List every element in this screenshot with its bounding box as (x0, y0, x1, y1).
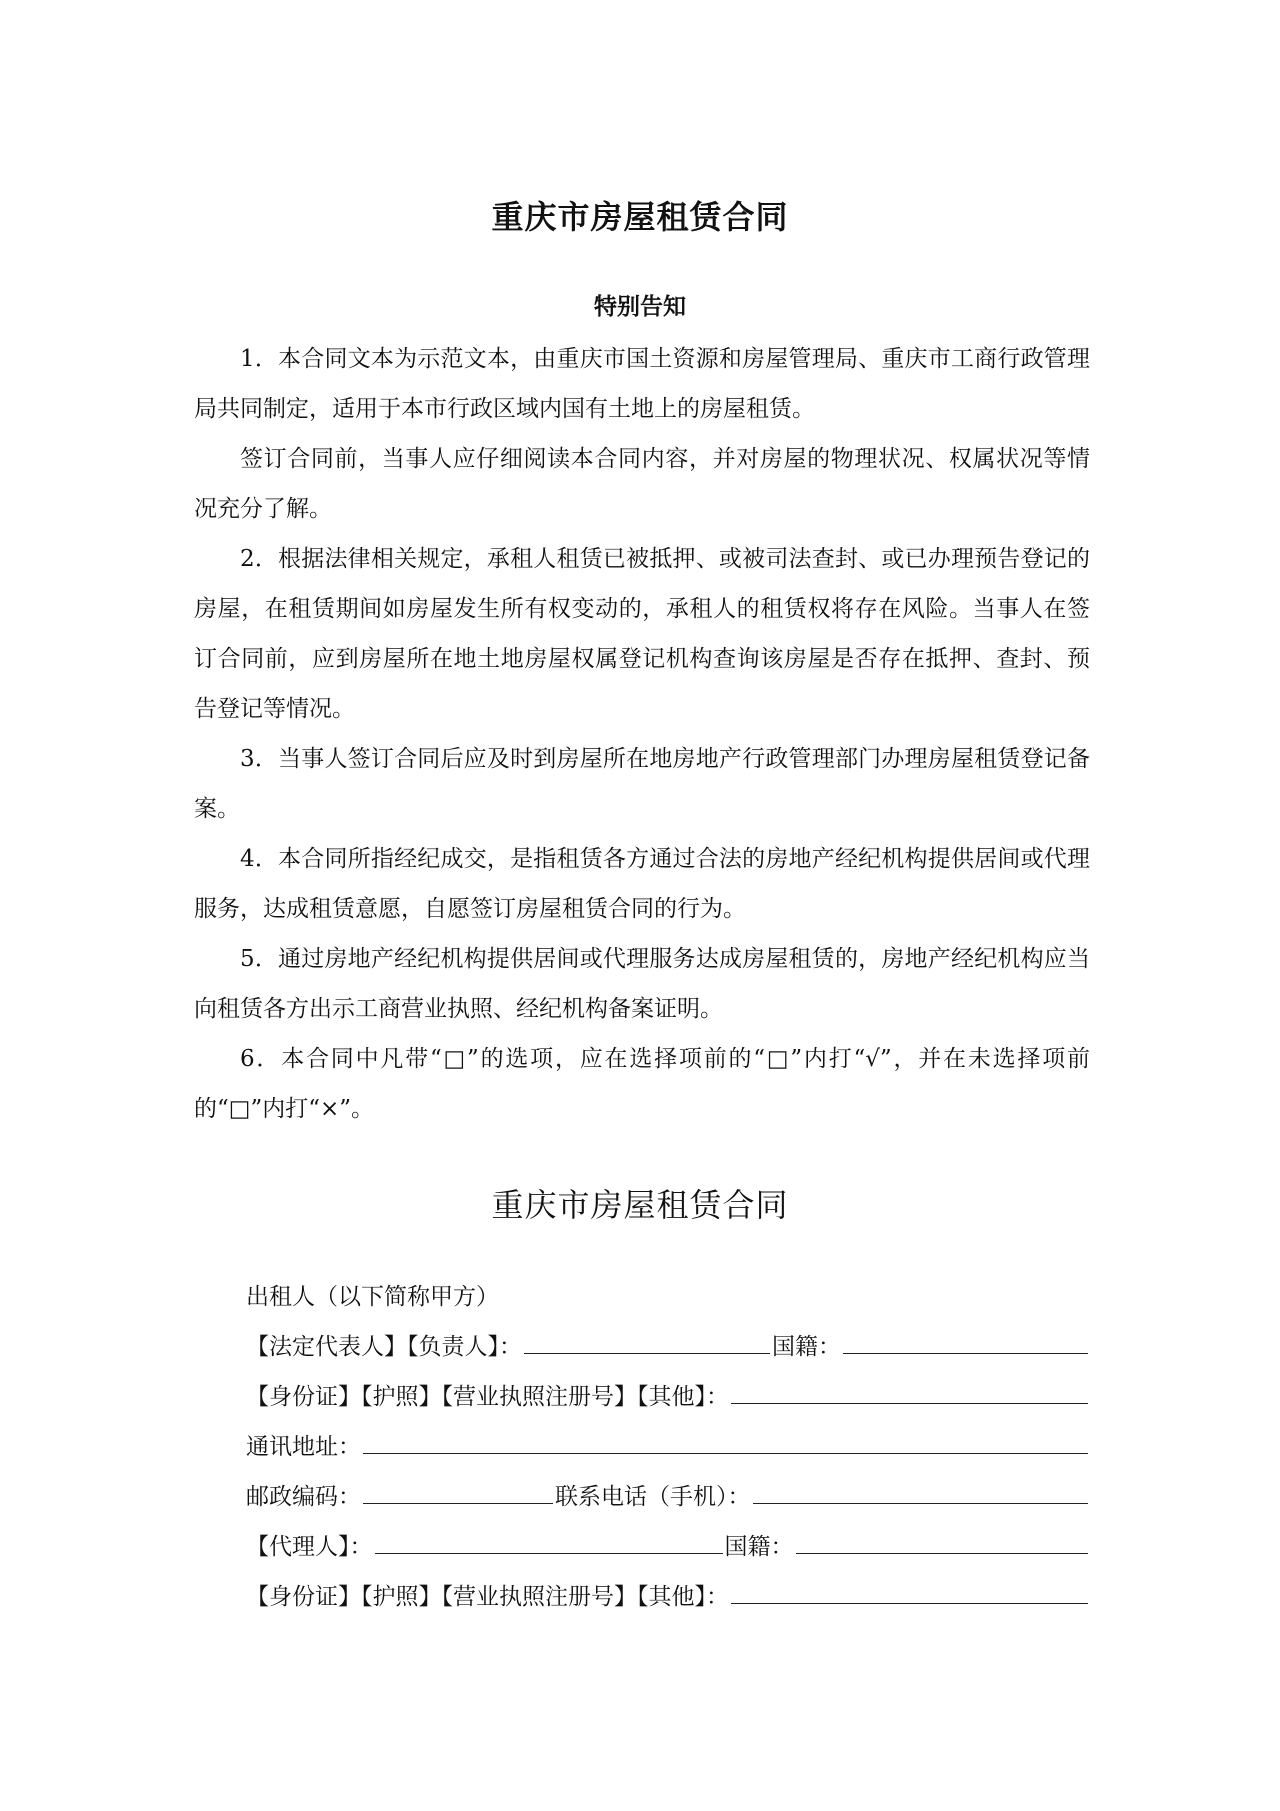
id-type-label: 【身份证】【护照】【营业执照注册号】【其他】： (246, 1384, 729, 1410)
contract-title: 重庆市房屋租赁合同 (491, 1186, 789, 1224)
nationality-label: 国籍： (772, 1334, 841, 1360)
representative-row (246, 1322, 1090, 1372)
nationality-blank[interactable] (843, 1329, 1088, 1354)
agent-id-row (246, 1572, 1090, 1622)
agent-row (246, 1522, 1090, 1572)
agent-blank[interactable] (375, 1529, 723, 1554)
address-row (246, 1422, 1090, 1472)
address-label: 通讯地址： (246, 1434, 361, 1460)
lessor-section (246, 1272, 1090, 1622)
document-title: 重庆市房屋租赁合同 (491, 198, 789, 236)
contact-row (246, 1472, 1090, 1522)
agent-nationality-blank[interactable] (796, 1529, 1089, 1554)
notice-paragraph: 6．本合同中凡带“□”的选项，应在选择项前的“□”内打“√”，并在未选择项前的“□”内打“×”。 (194, 1046, 1090, 1122)
phone-blank[interactable] (753, 1479, 1089, 1504)
notice-paragraph: 3．当事人签订合同后应及时到房屋所在地房地产行政管理部门办理房屋租赁登记备案。 (194, 746, 1090, 822)
postcode-label: 邮政编码： (246, 1484, 361, 1510)
notice-paragraph: 1．本合同文本为示范文本，由重庆市国土资源和房屋管理局、重庆市工商行政管理局共同制定，适用于本市行政区域内国有土地上的房屋租赁。 (194, 346, 1090, 422)
notice-paragraph: 2．根据法律相关规定，承租人租赁已被抵押、或被司法查封、或已办理预告登记的房屋，在租赁期间如房屋发生所有权变动的，承租人的租赁权将存在风险。当事人在签订合同前，应到房屋所在地土地房屋权属登记机构查询该房屋是否存在抵押、查封、预告登记等情况。 (194, 546, 1090, 722)
id-row (246, 1372, 1090, 1422)
notice-paragraph: 签订合同前，当事人应仔细阅读本合同内容，并对房屋的物理状况、权属状况等情况充分了解。 (194, 446, 1090, 522)
postcode-blank[interactable] (363, 1479, 553, 1504)
phone-label: 联系电话（手机）： (555, 1484, 751, 1510)
agent-id-type-label: 【身份证】【护照】【营业执照注册号】【其他】： (246, 1584, 729, 1610)
notice-heading: 特别告知 (594, 293, 686, 320)
agent-nationality-label: 国籍： (724, 1534, 794, 1560)
notice-paragraph: 4．本合同所指经纪成交，是指租赁各方通过合法的房地产经纪机构提供居间或代理服务，达成租赁意愿，自愿签订房屋租赁合同的行为。 (194, 846, 1090, 922)
address-blank[interactable] (363, 1429, 1088, 1454)
id-number-blank[interactable] (731, 1379, 1088, 1404)
notice-paragraph: 5．通过房地产经纪机构提供居间或代理服务达成房屋租赁的，房地产经纪机构应当向租赁各方出示工商营业执照、经纪机构备案证明。 (194, 946, 1090, 1022)
notice-body (194, 334, 1090, 1134)
agent-id-number-blank[interactable] (731, 1579, 1088, 1604)
lessor-intro: 出租人（以下简称甲方） (246, 1284, 499, 1310)
lessor-intro-row (246, 1272, 1090, 1322)
representative-blank[interactable] (524, 1329, 770, 1354)
agent-label: 【代理人】： (246, 1534, 373, 1560)
representative-label: 【法定代表人】【负责人】： (246, 1334, 522, 1360)
